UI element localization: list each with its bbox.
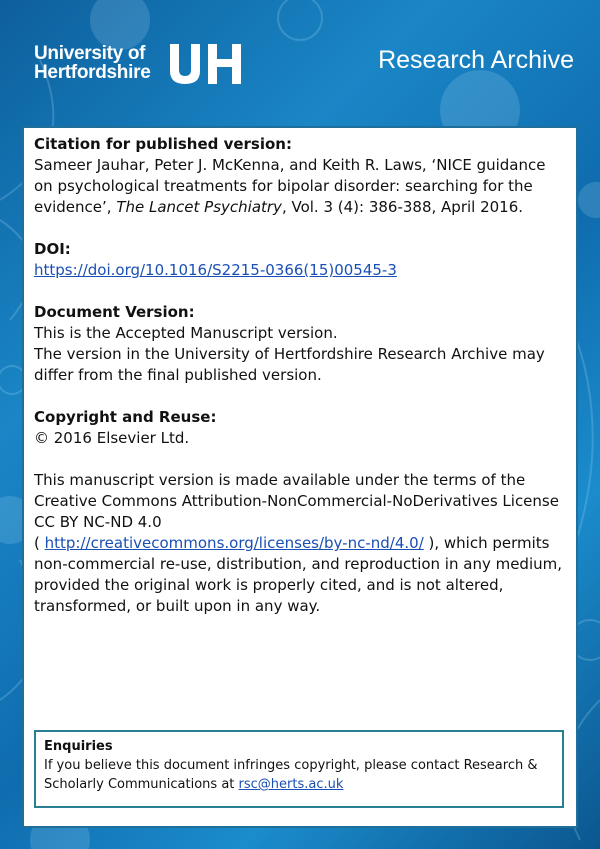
citation-text xyxy=(34,155,568,218)
card-content xyxy=(34,134,568,638)
enquiries-text xyxy=(44,756,554,794)
document-version-line-1: This is the Accepted Manuscript version. xyxy=(34,324,338,342)
license-section xyxy=(34,470,568,617)
copyright-heading: Copyright and Reuse: xyxy=(34,408,217,426)
citation-volume: , Vol. 3 (4): 386-388, April 2016. xyxy=(281,198,524,216)
enquiries-email-link[interactable]: rsc@herts.ac.uk xyxy=(238,777,344,792)
license-terms xyxy=(34,533,568,617)
license-open-paren: ( xyxy=(34,534,45,552)
license-intro: This manuscript version is made available under the terms of the Creative Commons Attribution-NonCommercial-NoDerivatives License CC BY NC-ND 4.0 xyxy=(34,471,559,531)
doi-link[interactable]: https://doi.org/10.1016/S2215-0366(15)00545-3 xyxy=(34,261,397,279)
document-version-section xyxy=(34,302,568,386)
license-rest: ), which permits non-commercial re-use, distribution, and reproduction in any medium, provided the original work is properly cited, and is not altered, transformed, or built upon in any way. xyxy=(34,534,563,615)
research-archive-title: Research Archive xyxy=(378,46,574,74)
enquiries-box xyxy=(34,730,564,808)
enquiries-body: If you believe this document infringes copyright, please contact Research & Scholarly Communications at xyxy=(44,758,538,792)
citation-journal: The Lancet Psychiatry xyxy=(116,198,282,216)
logo-line-2: Hertfordshire xyxy=(34,62,151,83)
copyright-notice: © 2016 Elsevier Ltd. xyxy=(34,429,190,447)
document-version-line-2: The version in the University of Hertfordshire Research Archive may differ from the final published version. xyxy=(34,345,545,384)
citation-heading: Citation for published version: xyxy=(34,135,292,153)
document-version-heading: Document Version: xyxy=(34,303,195,321)
doi-heading: DOI: xyxy=(34,240,71,258)
header xyxy=(0,0,600,120)
enquiries-heading: Enquiries xyxy=(44,739,113,754)
doi-section xyxy=(34,239,568,281)
uh-logo-mark xyxy=(168,44,244,84)
document-card xyxy=(22,126,578,828)
copyright-section xyxy=(34,407,568,449)
university-logo-text xyxy=(34,44,150,82)
license-link[interactable]: http://creativecommons.org/licenses/by-nc-nd/4.0/ xyxy=(44,534,424,552)
citation-authors-title: Sameer Jauhar, Peter J. McKenna, and Keith R. Laws, ‘NICE guidance on psychological treatments for bipolar disorder: searching for the evidence’, xyxy=(34,156,546,216)
logo-line-1: University of xyxy=(34,43,146,64)
citation-section xyxy=(34,134,568,218)
